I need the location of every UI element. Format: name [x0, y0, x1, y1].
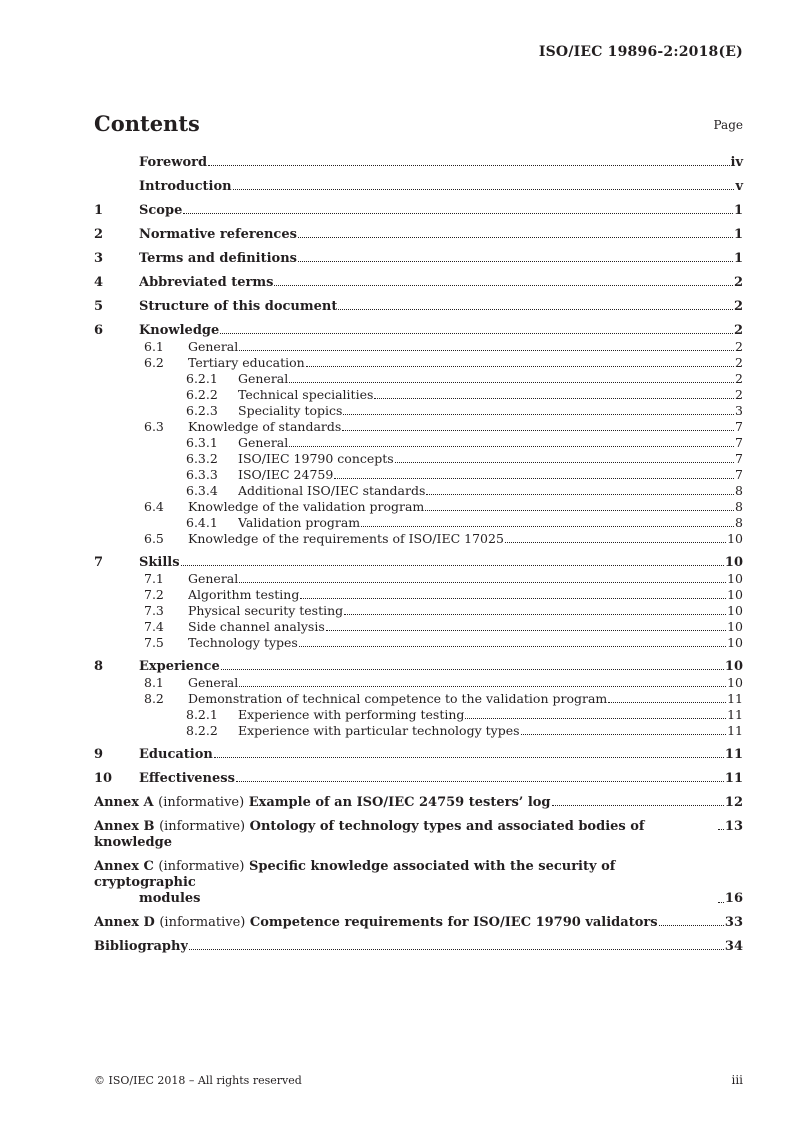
toc-entry-number: 6: [94, 323, 104, 338]
toc-entry-title: Physical security testing: [188, 603, 344, 618]
toc-leader-dots: [299, 646, 726, 647]
toc-leader-dots: [552, 805, 724, 806]
toc-entry-title: Scope: [139, 203, 183, 218]
toc-entry-number: 8.2.2: [186, 723, 218, 738]
toc-entry-title: Abbreviated terms: [139, 275, 274, 290]
toc-entry-page: 11: [724, 747, 743, 762]
annex-entry-title-wrap: [94, 915, 658, 931]
annex-label: Annex B: [94, 819, 155, 834]
annex-entry-line: [94, 819, 645, 850]
toc-entry-title: Normative references: [139, 227, 297, 242]
toc-entry-page: iv: [730, 155, 743, 170]
toc-entry[interactable]: [94, 635, 743, 651]
toc-leader-dots: [334, 478, 734, 479]
annex-kind: (informative): [158, 795, 245, 810]
annex-title-continuation: modules: [139, 891, 201, 906]
copyright-footer: © ISO/IEC 2018 – All rights reserved: [94, 1074, 302, 1087]
toc-leader-dots: [659, 925, 724, 926]
toc-entry-page: 8: [735, 515, 743, 530]
toc-entry-title: Knowledge of standards: [188, 419, 342, 434]
toc-leader-dots: [465, 718, 726, 719]
toc-entry[interactable]: [94, 155, 743, 171]
toc-entry-title: General: [188, 339, 239, 354]
toc-entry-number: 6.2.1: [186, 371, 218, 386]
bibliography-entry[interactable]: [94, 939, 743, 955]
annex-kind: (informative): [159, 819, 246, 834]
annex-entry-page: 33: [724, 915, 743, 930]
toc-entry-number: 7.4: [144, 619, 164, 634]
toc-entry[interactable]: [94, 251, 743, 267]
toc-entry[interactable]: [94, 771, 743, 787]
toc-leader-dots: [214, 757, 724, 758]
annex-kind: (informative): [159, 915, 246, 930]
toc-entry-page: 10: [727, 635, 743, 650]
toc-entry[interactable]: [94, 451, 743, 467]
toc-entry-title: General: [188, 571, 239, 586]
toc-entry-page: 2: [735, 371, 743, 386]
toc-entry-number: 6.3: [144, 419, 164, 434]
toc-leader-dots: [395, 462, 734, 463]
page-title: Contents: [94, 111, 200, 136]
toc-entry[interactable]: [94, 323, 743, 339]
toc-entry-title: Technology types: [188, 635, 298, 650]
annex-entry[interactable]: [94, 859, 743, 907]
toc-entry-page: 7: [735, 435, 743, 450]
toc-leader-dots: [326, 630, 726, 631]
toc-entry[interactable]: [94, 603, 743, 619]
toc-entry-page: 10: [727, 675, 743, 690]
toc-entry[interactable]: [94, 355, 743, 371]
annex-kind: (informative): [158, 859, 245, 874]
toc-entry-title: ISO/IEC 19790 concepts: [238, 451, 394, 466]
toc-leader-dots: [289, 382, 734, 383]
toc-entry[interactable]: [94, 371, 743, 387]
toc-entry-page: 8: [735, 483, 743, 498]
toc-entry-page: 2: [735, 339, 743, 354]
toc-entry-page: 11: [724, 771, 743, 786]
toc-entry[interactable]: [94, 587, 743, 603]
toc-entry-number: 7.5: [144, 635, 164, 650]
toc-entry-page: 11: [727, 691, 743, 706]
toc-entry-number: 7.1: [144, 571, 164, 586]
toc-entry-page: 7: [735, 467, 743, 482]
annex-entry[interactable]: [94, 915, 743, 931]
toc-entry-number: 6.4: [144, 499, 164, 514]
toc-leader-dots: [300, 598, 726, 599]
annex-entry-line: [94, 859, 717, 891]
toc-entry-title: Side channel analysis: [188, 619, 325, 634]
toc-leader-dots: [718, 829, 724, 830]
annex-entry-page: 13: [724, 819, 743, 834]
toc-entry-page: 11: [727, 723, 743, 738]
toc-entry-number: 7.3: [144, 603, 164, 618]
toc-entry-number: 7: [94, 555, 104, 570]
annex-entry-line: [94, 915, 658, 930]
toc-leader-dots: [221, 669, 724, 670]
toc-entry-number: 6.2.2: [186, 387, 218, 402]
toc-entry-number: 6.5: [144, 531, 164, 546]
page-column-label: Page: [713, 118, 743, 132]
table-of-contents: [94, 155, 743, 955]
toc-entry-page: 10: [727, 603, 743, 618]
toc-entry-title: Tertiary education: [188, 355, 305, 370]
toc-entry-number: 6.2.3: [186, 403, 218, 418]
toc-leader-dots: [289, 446, 734, 447]
toc-entry-title: General: [188, 675, 239, 690]
toc-entry-page: 11: [727, 707, 743, 722]
toc-entry[interactable]: [94, 707, 743, 723]
toc-entry[interactable]: [94, 203, 743, 219]
toc-entry[interactable]: [94, 675, 743, 691]
annex-entry-page: 16: [724, 891, 743, 906]
toc-entry[interactable]: [94, 531, 743, 547]
toc-entry-page: 10: [727, 531, 743, 546]
toc-entry-title: Additional ISO/IEC standards: [238, 483, 426, 498]
toc-leader-dots: [189, 949, 724, 950]
toc-entry-title: Introduction: [139, 179, 232, 194]
toc-entry-title: Education: [139, 747, 213, 762]
toc-entry-page: 8: [735, 499, 743, 514]
toc-entry-title: Experience with particular technology types: [238, 723, 520, 738]
toc-leader-dots: [361, 526, 734, 527]
toc-entry-number: 6.3.3: [186, 467, 218, 482]
toc-entry-page: 3: [735, 403, 743, 418]
toc-entry-title: Demonstration of technical competence to the validation program: [188, 691, 608, 706]
toc-entry[interactable]: [94, 339, 743, 355]
toc-entry[interactable]: [94, 435, 743, 451]
toc-entry-page: 1: [733, 251, 743, 266]
toc-entry-title: Effectiveness: [139, 771, 235, 786]
toc-entry-number: 8: [94, 659, 104, 674]
annex-title: Ontology of technology types and associated bodies of knowledge: [94, 819, 645, 850]
toc-entry[interactable]: [94, 619, 743, 635]
toc-entry-title: Speciality topics: [238, 403, 343, 418]
document-id-header: ISO/IEC 19896-2:2018(E): [538, 44, 743, 60]
toc-entry[interactable]: [94, 403, 743, 419]
toc-entry-page: 10: [724, 659, 743, 674]
toc-entry-number: 6.2: [144, 355, 164, 370]
toc-entry-page: 10: [727, 587, 743, 602]
toc-entry-page: 10: [727, 571, 743, 586]
toc-leader-dots: [298, 237, 733, 238]
page-number-footer: iii: [731, 1073, 743, 1087]
toc-entry-title: ISO/IEC 24759: [238, 467, 334, 482]
toc-leader-dots: [239, 686, 726, 687]
toc-entry-number: 7.2: [144, 587, 164, 602]
toc-entry[interactable]: [94, 227, 743, 243]
toc-entry[interactable]: [94, 555, 743, 571]
toc-entry[interactable]: [94, 275, 743, 291]
toc-leader-dots: [239, 582, 726, 583]
toc-leader-dots: [233, 189, 735, 190]
annex-entry-page: 12: [724, 795, 743, 810]
toc-leader-dots: [338, 309, 733, 310]
toc-entry[interactable]: [94, 467, 743, 483]
toc-leader-dots: [374, 398, 734, 399]
toc-entry-page: 1: [733, 203, 743, 218]
annex-label: Annex C: [94, 859, 154, 874]
toc-entry-title: Experience with performing testing: [238, 707, 465, 722]
toc-entry-number: 4: [94, 275, 104, 290]
toc-entry-number: 8.1: [144, 675, 164, 690]
toc-leader-dots: [343, 414, 734, 415]
toc-leader-dots: [183, 213, 733, 214]
toc-leader-dots: [505, 542, 726, 543]
toc-leader-dots: [718, 902, 724, 903]
toc-entry-number: 1: [94, 203, 104, 218]
toc-entry-title: Structure of this document: [139, 299, 338, 314]
toc-entry[interactable]: [94, 499, 743, 515]
toc-leader-dots: [306, 366, 734, 367]
toc-entry-page: 2: [735, 355, 743, 370]
toc-leader-dots: [239, 350, 734, 351]
toc-entry-title: Skills: [139, 555, 180, 570]
toc-entry[interactable]: [94, 691, 743, 707]
annex-title: Specific knowledge associated with the security of cryptographic: [94, 859, 616, 890]
toc-entry-page: 7: [735, 419, 743, 434]
toc-entry-number: 6.4.1: [186, 515, 218, 530]
toc-entry[interactable]: [94, 419, 743, 435]
toc-entry-title: General: [238, 435, 289, 450]
toc-entry[interactable]: [94, 571, 743, 587]
toc-entry-title: Validation program: [238, 515, 361, 530]
toc-entry-number: 6.3.4: [186, 483, 218, 498]
toc-entry[interactable]: [94, 483, 743, 499]
annex-entry[interactable]: [94, 819, 743, 851]
toc-leader-dots: [220, 333, 733, 334]
toc-entry-page: 10: [724, 555, 743, 570]
annex-entry-title-wrap: [94, 819, 717, 851]
toc-leader-dots: [274, 285, 733, 286]
toc-entry-number: 2: [94, 227, 104, 242]
annex-label: Annex D: [94, 915, 155, 930]
toc-entry[interactable]: [94, 179, 743, 195]
toc-entry-number: 8.2.1: [186, 707, 218, 722]
toc-entry[interactable]: [94, 515, 743, 531]
toc-entry-page: 2: [733, 275, 743, 290]
toc-entry-title: Algorithm testing: [188, 587, 300, 602]
toc-entry-title: General: [238, 371, 289, 386]
toc-entry-number: 6.1: [144, 339, 164, 354]
annex-entry[interactable]: [94, 795, 743, 811]
toc-entry[interactable]: [94, 387, 743, 403]
toc-entry-page: 10: [727, 619, 743, 634]
toc-entry-number: 3: [94, 251, 104, 266]
toc-entry-page: 1: [733, 227, 743, 242]
toc-leader-dots: [608, 702, 726, 703]
toc-entry-title: Knowledge of the validation program: [188, 499, 425, 514]
annex-title: Example of an ISO/IEC 24759 testers’ log: [248, 795, 551, 810]
toc-entry-page: 2: [735, 387, 743, 402]
toc-entry-title: Foreword: [139, 155, 208, 170]
annex-entry-title-wrap: [94, 795, 551, 811]
toc-entry-number: 10: [94, 771, 113, 786]
toc-entry-title: Technical specialities: [238, 387, 374, 402]
toc-leader-dots: [181, 565, 724, 566]
toc-leader-dots: [426, 494, 734, 495]
toc-leader-dots: [344, 614, 726, 615]
toc-entry-number: 8.2: [144, 691, 164, 706]
toc-entry[interactable]: [94, 747, 743, 763]
toc-entry-title: Experience: [139, 659, 220, 674]
toc-entry[interactable]: [94, 299, 743, 315]
toc-leader-dots: [298, 261, 733, 262]
bibliography-title: Bibliography: [94, 939, 189, 954]
toc-entry-number: 6.3.2: [186, 451, 218, 466]
toc-entry-page: 2: [733, 299, 743, 314]
bibliography-page: 34: [724, 939, 743, 954]
annex-label: Annex A: [94, 795, 154, 810]
toc-leader-dots: [236, 781, 724, 782]
toc-leader-dots: [521, 734, 727, 735]
toc-entry-number: 9: [94, 747, 104, 762]
toc-entry-title: Knowledge: [139, 323, 220, 338]
annex-title: Competence requirements for ISO/IEC 19790 validators: [249, 915, 658, 930]
toc-entry[interactable]: [94, 723, 743, 739]
toc-entry-page: 2: [733, 323, 743, 338]
toc-leader-dots: [342, 430, 734, 431]
toc-leader-dots: [425, 510, 734, 511]
toc-entry-title: Terms and definitions: [139, 251, 297, 266]
annex-entry-title-wrap: [94, 859, 717, 907]
toc-entry[interactable]: [94, 659, 743, 675]
toc-entry-page: 7: [735, 451, 743, 466]
toc-entry-title: Knowledge of the requirements of ISO/IEC 17025: [188, 531, 504, 546]
annex-entry-line: [94, 795, 551, 810]
toc-entry-page: v: [735, 179, 743, 194]
toc-leader-dots: [208, 165, 729, 166]
toc-entry-number: 6.3.1: [186, 435, 218, 450]
toc-entry-number: 5: [94, 299, 104, 314]
